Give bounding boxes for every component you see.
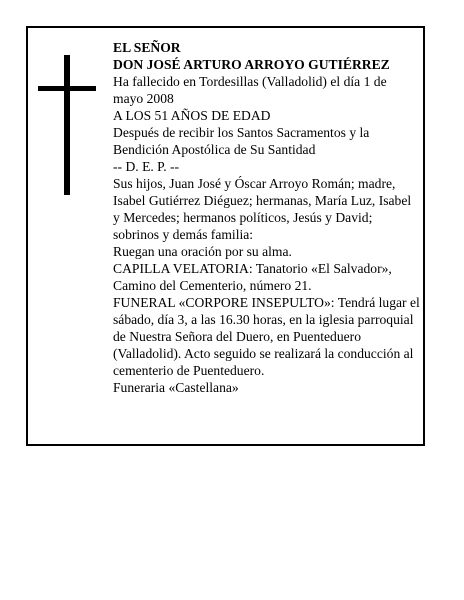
- chapel-info: CAPILLA VELATORIA: Tanatorio «El Salvador», Camino del Cementerio, número 21.: [113, 261, 392, 293]
- rip-line: -- D. E. P. --: [113, 159, 180, 174]
- cross-icon-crossbar: [38, 86, 96, 91]
- funeral-info: FUNERAL «CORPORE INSEPULTO»: Tendrá lugar el sábado, día 3, a las 16.30 horas, en la iglesia parroquial de Nuestra Señora del Duero, en Puenteduero (Valladolid). Acto seguido se realizará la conducción al cementerio de Puenteduero.: [113, 295, 420, 378]
- notice-title: EL SEÑOR: [113, 40, 181, 55]
- sacraments-statement: Después de recibir los Santos Sacramentos y la Bendición Apostólica de Su Santidad: [113, 125, 370, 157]
- funeral-home: Funeraria «Castellana»: [113, 380, 239, 395]
- prayer-request: Ruegan una oración por su alma.: [113, 244, 292, 259]
- cross-icon: [64, 55, 70, 195]
- obituary-text: [113, 39, 429, 396]
- family-list: Sus hijos, Juan José y Óscar Arroyo Román; madre, Isabel Gutiérrez Diéguez; hermanas, María Luz, Isabel y Mercedes; hermanos políticos, Jesús y David; sobrinos y demás familia:: [113, 176, 412, 242]
- age-statement: A LOS 51 AÑOS DE EDAD: [113, 108, 271, 123]
- death-statement: Ha fallecido en Tordesillas (Valladolid) el día 1 de mayo 2008: [113, 74, 387, 106]
- deceased-name: DON JOSÉ ARTURO ARROYO GUTIÉRREZ: [113, 57, 390, 72]
